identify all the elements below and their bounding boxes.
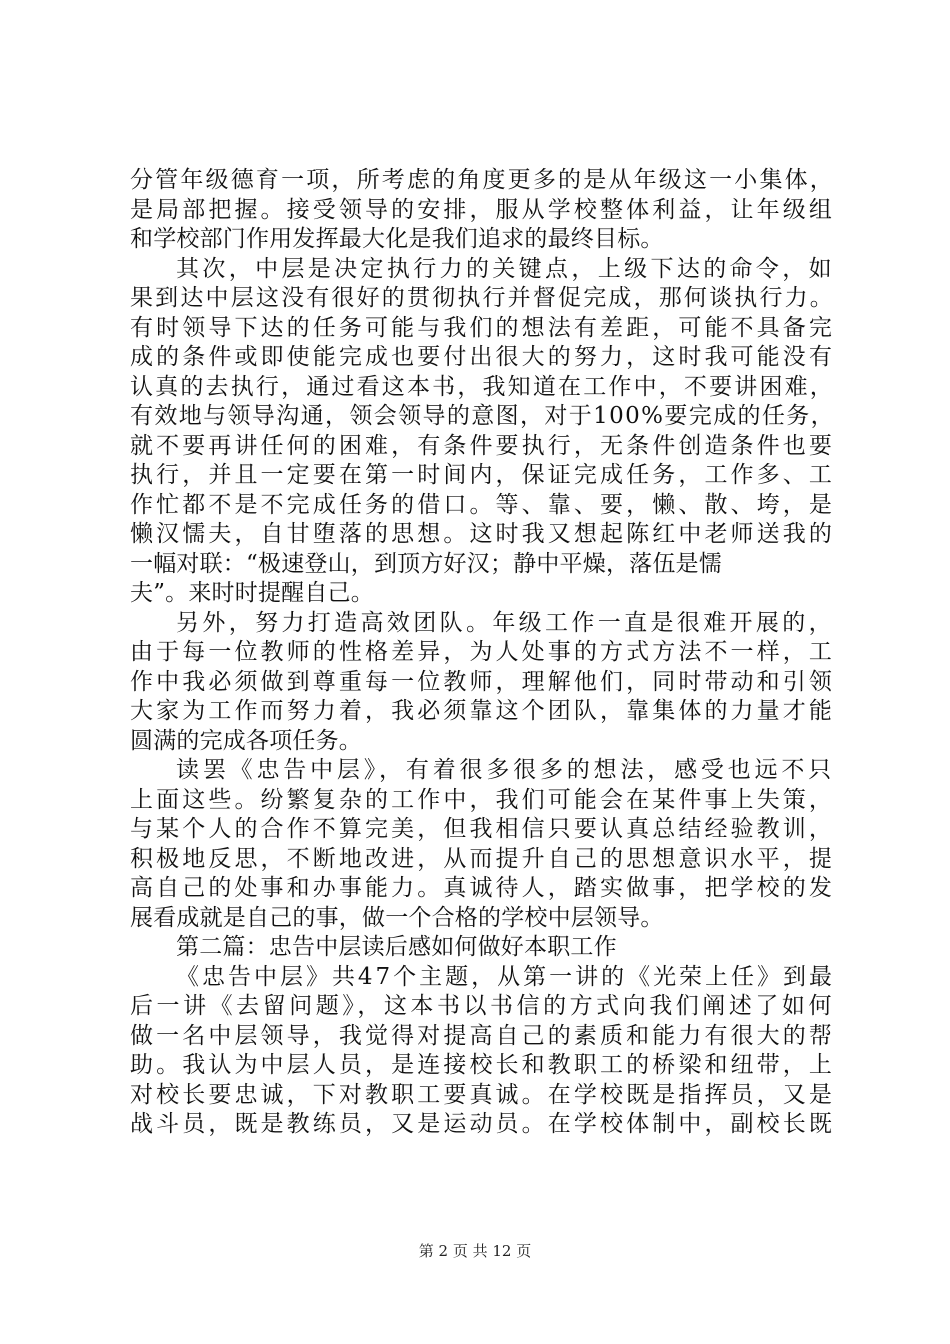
text-line: 有时领导下达的任务可能与我们的想法有差距，可能不具备完 — [130, 314, 835, 341]
text-line: 夫”。来时时提醒自己。 — [130, 580, 374, 606]
page-number-footer: 第 2 页 共 12 页 — [418, 1242, 532, 1260]
text-line: 另外，努力打造高效团队。年级工作一直是很难开展的， — [176, 609, 835, 636]
text-line: 果到达中层这没有很好的贯彻执行并督促完成，那何谈执行力。 — [130, 285, 835, 311]
text-line: 上面这些。纷繁复杂的工作中，我们可能会在某件事上失策， — [130, 786, 835, 813]
text-line: 有效地与领导沟通，领会领导的意图，对于100%要完成的任务， — [130, 403, 835, 429]
text-line: 做一名中层领导，我觉得对提高自己的素质和能力有很大的帮 — [130, 1022, 835, 1049]
text-line: 助。我认为中层人员，是连接校长和教职工的桥梁和纽带，上 — [130, 1052, 835, 1078]
text-line: 对校长要忠诚，下对教职工要真诚。在学校既是指挥员，又是 — [130, 1081, 835, 1108]
text-line: 执行，并且一定要在第一时间内，保证完成任务，工作多、工 — [130, 462, 835, 488]
text-line: 懒汉懦夫，自甘堕落的思想。这时我又想起陈红中老师送我的 — [130, 521, 835, 547]
text-line: 与某个人的合作不算完美，但我相信只要认真总结经验教训， — [130, 816, 835, 842]
text-line: 成的条件或即使能完成也要付出很大的努力，这时我可能没有 — [130, 344, 835, 370]
text-line: 展看成就是自己的事，做一个合格的学校中层领导。 — [130, 904, 664, 931]
text-line: 作忙都不是不完成任务的借口。等、靠、要，懒、散、垮，是 — [130, 491, 835, 518]
document-body — [130, 166, 835, 1140]
text-line: 作中我必须做到尊重每一位教师，理解他们，同时带动和引领 — [130, 668, 835, 695]
text-line: 一幅对联：“极速登山，到顶方好汉；静中平燥，落伍是懦 — [130, 550, 722, 577]
text-line: 圆满的完成各项任务。 — [130, 727, 362, 754]
text-line: 《忠告中层》共47个主题，从第一讲的《光荣上任》到最 — [176, 963, 835, 990]
text-line: 第二篇：忠告中层读后感如何做好本职工作 — [176, 934, 617, 960]
text-line: 战斗员，既是教练员，又是运动员。在学校体制中，副校长既 — [130, 1111, 835, 1137]
text-line: 大家为工作而努力着，我必须靠这个团队，靠集体的力量才能 — [130, 698, 835, 724]
text-line: 后一讲《去留问题》，这本书以书信的方式向我们阐述了如何 — [130, 993, 835, 1019]
text-line: 就不要再讲任何的困难，有条件要执行，无条件创造条件也要 — [130, 432, 835, 459]
text-line: 是局部把握。接受领导的安排，服从学校整体利益，让年级组 — [130, 196, 835, 223]
text-line: 积极地反思，不断地改进，从而提升自己的思想意识水平，提 — [130, 845, 835, 872]
text-line: 和学校部门作用发挥最大化是我们追求的最终目标。 — [130, 226, 664, 252]
text-line: 由于每一位教师的性格差异，为人处事的方式方法不一样，工 — [130, 639, 835, 665]
text-line: 高自己的处事和办事能力。真诚待人，踏实做事，把学校的发 — [130, 875, 835, 901]
text-line: 其次，中层是决定执行力的关键点，上级下达的命令，如 — [176, 255, 835, 282]
text-line: 读罢《忠告中层》，有着很多很多的想法，感受也远不只 — [176, 757, 835, 783]
text-line: 认真的去执行，通过看这本书，我知道在工作中，不要讲困难， — [130, 373, 835, 400]
text-line: 分管年级德育一项，所考虑的角度更多的是从年级这一小集体， — [130, 167, 835, 193]
